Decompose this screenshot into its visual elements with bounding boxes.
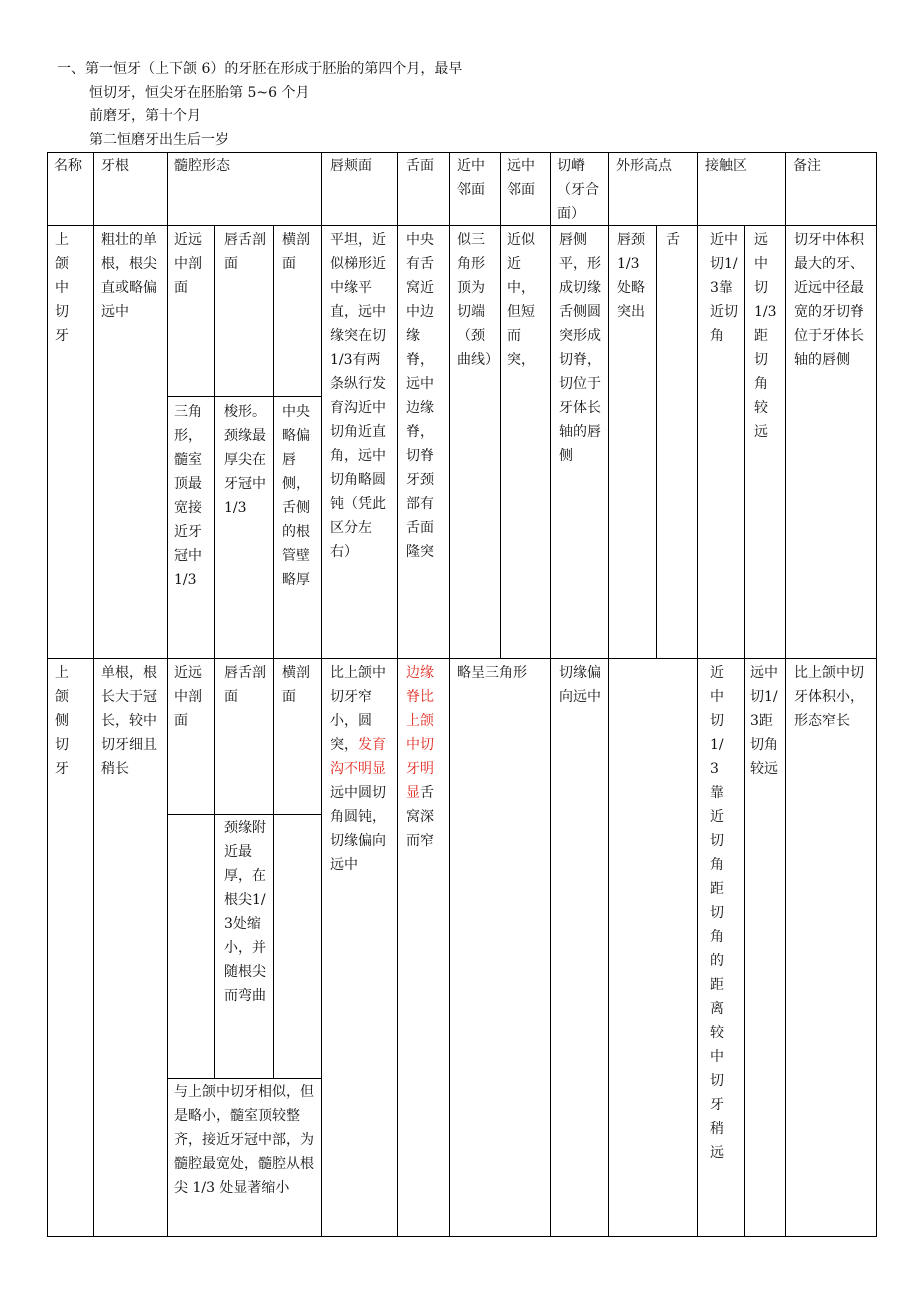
row1-pulp-label-labiolingual: 唇舌剖面 — [224, 232, 266, 272]
header-labial: 唇颊面 — [330, 158, 372, 174]
row2-pulp-label-mesiodistal: 近远中剖面 — [174, 665, 202, 729]
row2-pulp-desc-labiolingual: 颈缘附近最厚，在根尖1/3处缩小，并随根尖而弯曲 — [224, 820, 266, 1004]
intro-line-4: 第二恒磨牙出生后一岁 — [89, 132, 229, 148]
row2-pulp-summary: 与上颌中切牙相似，但是略小，髓室顶较整齐，接近牙冠中部，为髓腔最宽处，髓腔从根尖 1/3 处显著缩小 — [174, 1084, 314, 1196]
col-line-pulp — [321, 152, 322, 1237]
row2-pulp-label-labiolingual: 唇舌剖面 — [224, 665, 266, 705]
row1-note: 切牙中体积最大的牙、近远中径最宽的牙切脊位于牙体长轴的唇侧 — [794, 232, 864, 368]
col-line-mesial-r1 — [500, 152, 501, 658]
col-line-distal — [550, 152, 551, 1237]
row1-height-labial: 唇颈1/3处略突出 — [617, 232, 645, 320]
row2-mesial: 略呈三角形 — [457, 665, 527, 681]
row1-lingual: 中央有舌窝近中边缘脊，远中边缘脊，切脊牙颈部有舌面隆突 — [406, 232, 434, 560]
header-lingual: 舌面 — [406, 158, 434, 174]
row2-lingual — [406, 661, 446, 853]
col-line-pulp-b-r1 — [273, 225, 274, 658]
col-line-labial — [397, 152, 398, 1237]
row2-note: 比上颌中切牙体积小，形态窄长 — [794, 665, 864, 729]
header-distal: 远中邻面 — [507, 158, 535, 198]
header-height: 外形高点 — [616, 158, 672, 174]
row1-pulp-label-cross: 横剖面 — [282, 232, 310, 272]
row-separator — [47, 658, 877, 659]
row2-name: 上颌侧切牙 — [55, 665, 69, 777]
header-separator — [47, 225, 877, 226]
row1-name: 上颌中切牙 — [55, 232, 69, 344]
col-line-incisal — [608, 152, 609, 1237]
row1-contact-distal: 远中切1/3距切角较远 — [754, 232, 777, 440]
header-root: 牙根 — [101, 158, 129, 174]
table-border-right — [876, 152, 877, 1237]
row1-pulp-desc-labiolingual: 梭形。颈缘最厚尖在牙冠中1/3 — [224, 404, 266, 516]
col-line-contact-sub — [744, 225, 745, 1236]
table-border-top — [47, 152, 877, 153]
row1-root: 粗壮的单根，根尖直或略偏远中 — [101, 232, 157, 320]
table-border-bottom — [47, 1236, 877, 1237]
intro-line-2: 恒切牙，恒尖牙在胚胎第 5~6 个月 — [89, 85, 310, 101]
row1-incisal: 唇侧平，形成切缘舌侧圆突形成切脊，切位于牙体长轴的唇侧 — [559, 232, 601, 464]
header-mesial: 近中邻面 — [457, 158, 485, 198]
header-contact: 接触区 — [705, 158, 747, 174]
col-line-height — [697, 152, 698, 1237]
row2-contact-mesial: 近中切1/3靠近切角距切角的距离较中切牙稍远 — [710, 665, 724, 1161]
row1-height-lingual: 舌 — [666, 232, 680, 248]
col-line-pulp-a-r1 — [214, 225, 215, 658]
row2-contact-distal: 远中切1/3距切角较远 — [750, 665, 778, 777]
col-line-root — [167, 152, 168, 1237]
row2-lingual-text: 舌窝深而窄 — [406, 785, 434, 849]
row1-mesial: 似三角形顶为切端（颈曲线） — [457, 232, 499, 368]
row1-pulp-label-mesiodistal: 近远中剖面 — [174, 232, 202, 296]
row1-pulp-desc-mesiodistal: 三角形，髓室顶最宽接近牙冠中1/3 — [174, 404, 202, 588]
col-line-pulp-b-r2 — [273, 658, 274, 1078]
row2-pulp-divider-1 — [167, 814, 321, 815]
col-line-height-sub — [656, 225, 657, 658]
row1-labial: 平坦，近似梯形近中缘平直，远中缘突在切1/3有两条纵行发育沟近中切角近直角，远中切角略圆钝（凭此区分左右） — [330, 232, 386, 560]
intro-line-1: 一、第一恒牙（上下颌 6）的牙胚在形成于胚胎的第四个月，最早 — [57, 61, 463, 77]
row2-labial-text-1: 比上颌中切牙窄小，圆突， — [330, 665, 386, 753]
col-line-pulp-a-r2 — [214, 658, 215, 1078]
header-pulp: 髓腔形态 — [174, 158, 230, 174]
row2-pulp-divider-2 — [167, 1078, 321, 1079]
row1-contact-mesial: 近中切1/3靠近切角 — [710, 232, 738, 344]
row1-distal: 近似近中，但短而突， — [507, 232, 535, 368]
header-name: 名称 — [54, 158, 82, 174]
row2-root: 单根，根长大于冠长，较中切牙细且稍长 — [101, 665, 157, 777]
row2-pulp-label-cross: 横剖面 — [282, 665, 310, 705]
intro-line-3: 前磨牙，第十个月 — [89, 108, 201, 124]
header-incisal: 切嵴（牙合面） — [557, 158, 599, 222]
header-note: 备注 — [793, 158, 821, 174]
row2-incisal: 切缘偏向远中 — [559, 665, 601, 705]
col-line-name — [93, 152, 94, 1237]
table-border-left — [47, 152, 48, 1237]
row2-labial — [330, 661, 392, 877]
row2-labial-highlight: 发育沟不明显 — [330, 737, 386, 777]
row1-pulp-divider — [167, 396, 321, 397]
col-line-lingual — [449, 152, 450, 1237]
row2-labial-text-2: 远中圆切角圆钝，切缘偏向远中 — [330, 785, 386, 873]
col-line-contact — [785, 152, 786, 1237]
row1-pulp-desc-cross: 中央略偏唇侧，舌侧的根管壁略厚 — [282, 404, 310, 588]
row2-lingual-highlight: 边缘脊比上颌中切牙明显 — [406, 665, 434, 801]
